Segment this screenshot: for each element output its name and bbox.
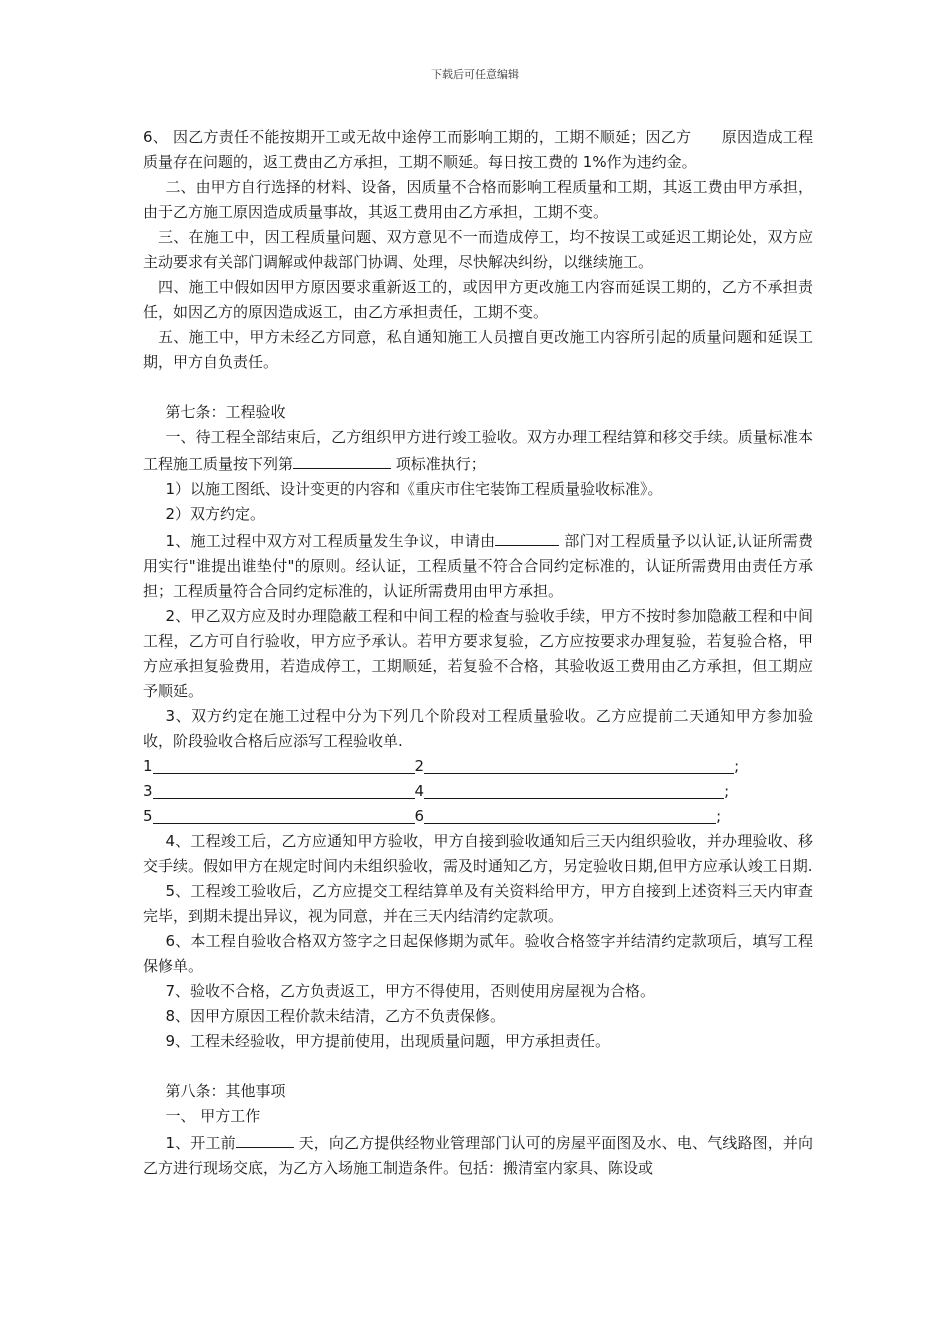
article-7-item-9: 9、工程未经验收，甲方提前使用，出现质量问题，甲方承担责任。 bbox=[165, 1032, 611, 1050]
article-7-item-6: 6、本工程自验收合格双方签字之日起保修期为贰年。验收合格签字并结清约定款项后，填写工程保修单。 bbox=[143, 932, 813, 975]
article-7-item-3: 3、双方约定在施工过程中分为下列几个阶段对工程质量验收。乙方应提前二天通知甲方参加验收，阶段验收合格后应添写工程验收单. bbox=[143, 707, 813, 750]
stage-blank[interactable] bbox=[424, 780, 724, 799]
paragraph-section-5: 五、施工中，甲方未经乙方同意，私自通知施工人员擅自更改施工内容所引起的质量问题和延误工期，甲方自负责任。 bbox=[143, 328, 813, 371]
paragraph-section-4: 四、施工中假如因甲方原因要求重新返工的，或因甲方更改施工内容而延误工期的，乙方不承担责任，如因乙方的原因造成返工，由乙方承担责任，工期不变。 bbox=[143, 278, 813, 321]
article-7-item-4: 4、工程竣工后，乙方应通知甲方验收，甲方自接到验收通知后三天内组织验收，并办理验收、移交手续。假如甲方在规定时间内未组织验收，需及时通知乙方，另定验收日期,但甲方应承认竣工日期. bbox=[143, 832, 813, 875]
days-blank[interactable] bbox=[236, 1129, 294, 1148]
article-7-item-1: 1、施工过程中双方对工程质量发生争议，申请由 部门对工程质量予以认证,认证所需费用实行"谁提出谁垫付"的原则。经认证，工程质量不符合合同约定标准的，认证所需费用由责任方承担；工程质量符合合同约定标准的，认证所需费用由甲方承担。 bbox=[143, 527, 813, 604]
stage-blank[interactable] bbox=[153, 805, 415, 824]
article-7-clause-1: 一、待工程全部结束后，乙方组织甲方进行竣工验收。双方办理工程结算和移交手续。质量标准本工程施工质量按下列第 项标准执行； bbox=[143, 428, 813, 473]
stage-line-3: 5 6 ; bbox=[143, 807, 722, 825]
article-8-subtitle: 一、 甲方工作 bbox=[165, 1107, 261, 1125]
stage-line-2: 3 4 ; bbox=[143, 782, 730, 800]
document-body bbox=[143, 125, 813, 1181]
stage-line-1: 1 2 ; bbox=[143, 757, 740, 775]
article-7-item-5: 5、工程竣工验收后，乙方应提交工程结算单及有关资料给甲方，甲方自接到上述资料三天内审查完毕，到期未提出异议，视为同意，并在三天内结清约定款项。 bbox=[143, 882, 813, 925]
stage-blank[interactable] bbox=[153, 755, 415, 774]
paragraph-section-3: 三、在施工中，因工程质量问题、双方意见不一而造成停工，均不按误工或延迟工期论处，双方应主动要求有关部门调解或仲裁部门协调、处理，尽快解决纠纷，以继续施工。 bbox=[143, 228, 813, 271]
article-8-title: 第八条：其他事项 bbox=[165, 1082, 286, 1100]
article-8-item-1: 1、开工前 天，向乙方提供经物业管理部门认可的房屋平面图及水、电、气线路图，并向乙方进行现场交底，为乙方入场施工制造条件。包括：搬清室内家具、陈设或 bbox=[143, 1129, 813, 1181]
standard-option-1: 1）以施工图纸、设计变更的内容和《重庆市住宅装饰工程质量验收标准》。 bbox=[165, 480, 663, 498]
stage-blank[interactable] bbox=[424, 805, 716, 824]
page-header: 下载后可任意编辑 bbox=[431, 68, 519, 81]
article-7-item-2: 2、甲乙双方应及时办理隐蔽工程和中间工程的检查与验收手续，甲方不按时参加隐蔽工程和中间工程，乙方可自行验收，甲方应予承认。若甲方要求复验，乙方应按要求办理复验，若复验合格，甲方应承担复验费用，若造成停工，工期顺延，若复验不合格，其验收返工费用由乙方承担，但工期应予顺延。 bbox=[143, 607, 813, 700]
stage-blank[interactable] bbox=[424, 755, 734, 774]
article-7-title: 第七条：工程验收 bbox=[165, 403, 286, 421]
paragraph-item-6: 6、 因乙方责任不能按期开工或无故中途停工而影响工期的，工期不顺延；因乙方 原因造成工程质量存在问题的，返工费由乙方承担，工期不顺延。每日按工费的 1%作为违约金。 bbox=[143, 128, 813, 171]
paragraph-section-2: 二、由甲方自行选择的材料、设备，因质量不合格而影响工程质量和工期，其返工费由甲方承担，由于乙方施工原因造成质量事故，其返工费用由乙方承担，工期不变。 bbox=[143, 178, 813, 221]
stage-blank[interactable] bbox=[153, 780, 415, 799]
standard-option-2: 2）双方约定。 bbox=[165, 505, 266, 523]
department-blank[interactable] bbox=[495, 527, 559, 546]
article-7-item-7: 7、验收不合格，乙方负责返工，甲方不得使用，否则使用房屋视为合格。 bbox=[165, 982, 656, 1000]
standard-blank[interactable] bbox=[293, 450, 391, 469]
article-7-item-8: 8、因甲方原因工程价款未结清，乙方不负责保修。 bbox=[165, 1007, 506, 1025]
